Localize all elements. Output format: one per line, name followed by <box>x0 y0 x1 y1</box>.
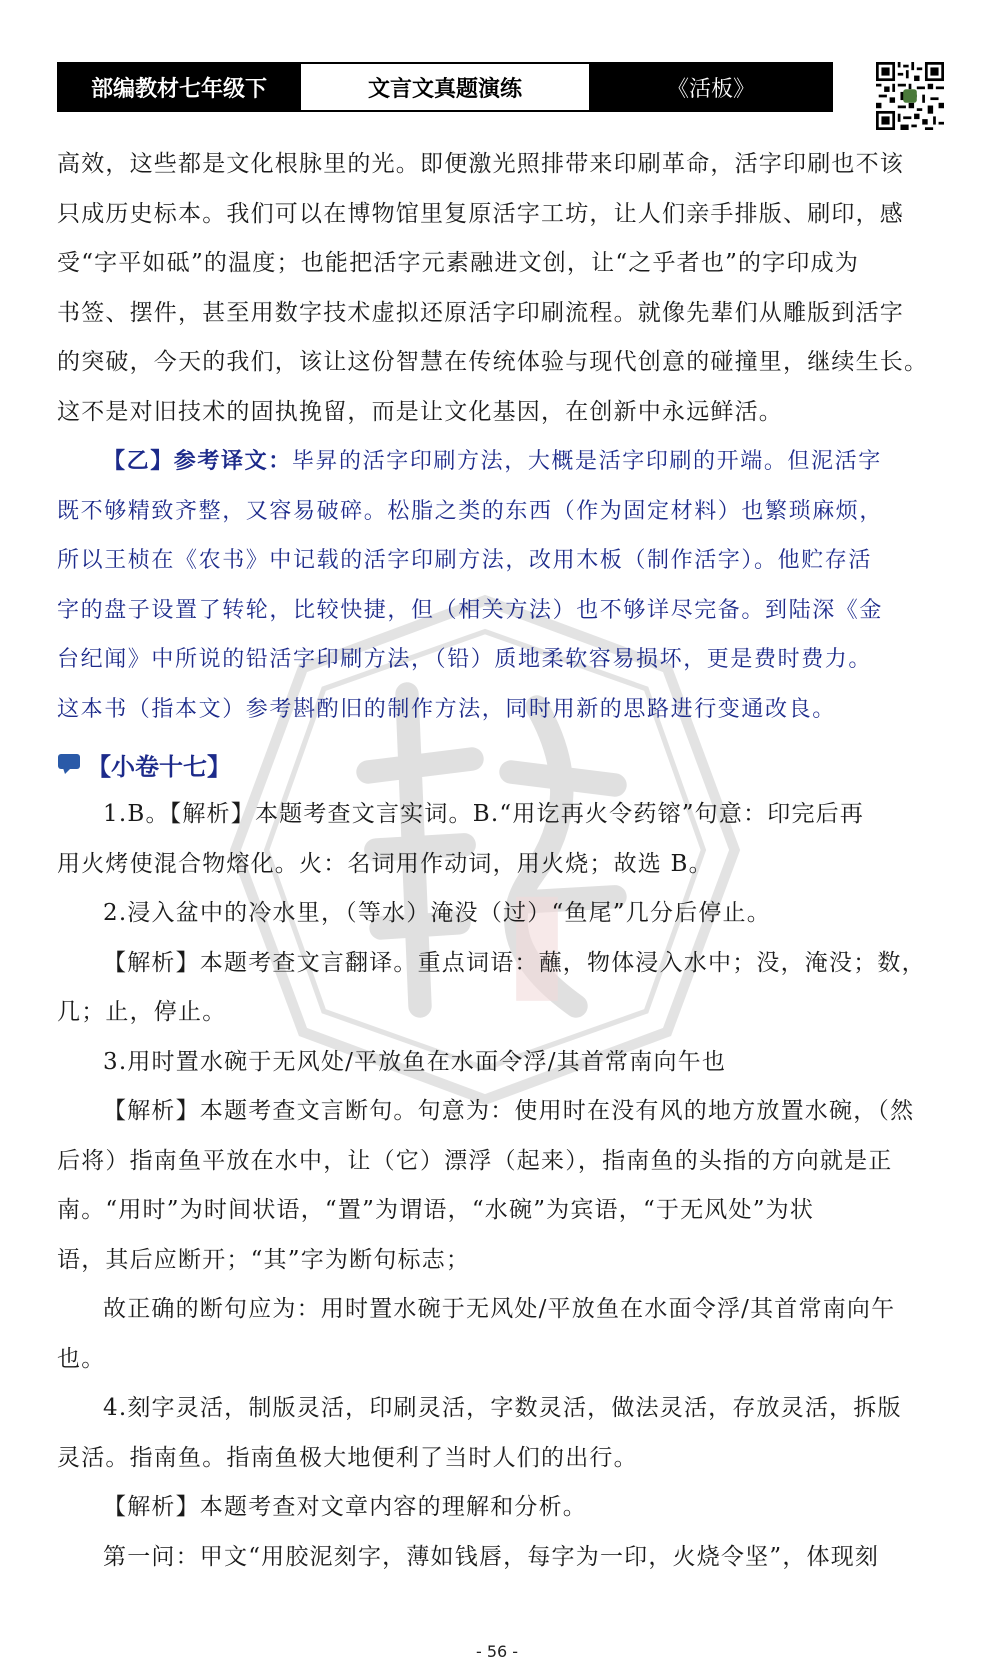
text-line: 只成历史标本。我们可以在博物馆里复原活字工坊，让人们亲手排版、刷印，感 <box>57 200 904 227</box>
header-bar <box>57 62 833 112</box>
text-line: 南。“用时”为时间状语，“置”为谓语，“水碗”为宾语，“于无风处”为状 <box>57 1197 815 1223</box>
text-line: 4.刻字灵活，制版灵活，印刷灵活，字数灵活，做法灵活，存放灵活，拆版 <box>103 1395 902 1421</box>
text-line: 用火烤使混合物熔化。火：名词用作动词，用火烧；故选 B。 <box>57 850 713 877</box>
text-line: 第一问：甲文“用胶泥刻字，薄如钱唇，每字为一印，火烧令坚”，体现刻 <box>103 1543 880 1570</box>
page-number: - 56 - <box>475 1642 519 1661</box>
text-line: 2.浸入盆中的冷水里，（等水）淹没（过）“鱼尾”几分后停止。 <box>103 900 771 926</box>
text-line: 故正确的断句应为：用时置水碗于无风处/平放鱼在水面令浮/其首常南向午 <box>103 1296 896 1322</box>
text-line: 书签、摆件，甚至用数字技术虚拟还原活字印刷流程。就像先辈们从雕版到活字 <box>57 299 904 326</box>
qr-code-icon <box>876 62 944 130</box>
text-line: 高效，这些都是文化根脉里的光。即便激光照排带来印刷革命，活字印刷也不该 <box>57 151 904 177</box>
intro-paragraph <box>57 140 947 437</box>
text-line: 台纪闻》中所说的铅活字印刷方法，（铅）质地柔软容易损坏，更是费时费力。 <box>57 647 873 672</box>
speech-bubble-icon <box>57 753 83 775</box>
text-line: 的突破，今天的我们，该让这份智慧在传统体验与现代创意的碰撞里，继续生长。 <box>57 349 929 375</box>
text-line: 所以王桢在《农书》中记载的活字印刷方法，改用木板（制作活字）。他贮存活 <box>57 548 873 573</box>
text-line: 这本书（指本文）参考斟酌旧的制作方法，同时用新的思路进行变通改良。 <box>57 696 836 722</box>
text-line <box>57 437 947 487</box>
document-body <box>57 140 947 1582</box>
translation-block <box>57 437 947 734</box>
text-line: 字的盘子设置了转轮，比较快捷，但（相关方法）也不够详尽完备。到陆深《金 <box>57 597 884 623</box>
text-line: 几；止，停止。 <box>57 999 227 1025</box>
text-line: 也。 <box>57 1345 106 1372</box>
text-line: 这不是对旧技术的固执挽留，而是让文化基因，在创新中永远鲜活。 <box>57 398 783 425</box>
text-line: 【解析】本题考查文言翻译。重点词语：蘸，物体浸入水中；没，淹没；数， <box>103 949 926 976</box>
text-line: 1.B。【解析】本题考查文言实词。B.“用讫再火令药镕”句意：印完后再 <box>103 801 865 827</box>
text-line: 3.用时置水碗于无风处/平放鱼在水面令浮/其首常南向午也 <box>103 1048 727 1075</box>
header-topic: 文言文真题演练 <box>299 64 591 110</box>
text-line: 【解析】本题考查对文章内容的理解和分析。 <box>103 1494 587 1520</box>
answers-block <box>57 790 947 1582</box>
section-title: 【小卷十七】 <box>87 752 231 781</box>
text-line: 【解析】本题考查文言断句。句意为：使用时在没有风的地方放置水碗，（然 <box>103 1098 915 1124</box>
text-line: 既不够精致齐整，又容易破碎。松脂之类的东西（作为固定材料）也繁琐麻烦， <box>57 498 884 524</box>
section-header <box>57 738 947 790</box>
text-line: 灵活。指南鱼。指南鱼极大地便利了当时人们的出行。 <box>57 1444 638 1471</box>
text-line: 后将）指南鱼平放在水中，让（它）漂浮（起来），指南鱼的头指的方向就是正 <box>57 1147 893 1174</box>
header-lesson: 《活板》 <box>591 64 831 110</box>
text-line: 语，其后应断开；“其”字为断句标志； <box>57 1246 471 1273</box>
text-line: 受“字平如砥”的温度；也能把活字元素融进文创，让“之乎者也”的字印成为 <box>57 250 860 276</box>
header-textbook: 部编教材七年级下 <box>59 64 299 110</box>
translation-text: 毕昇的活字印刷方法，大概是活字印刷的开端。但泥活字 <box>291 449 882 474</box>
translation-lead: 【乙】参考译文： <box>103 449 292 474</box>
